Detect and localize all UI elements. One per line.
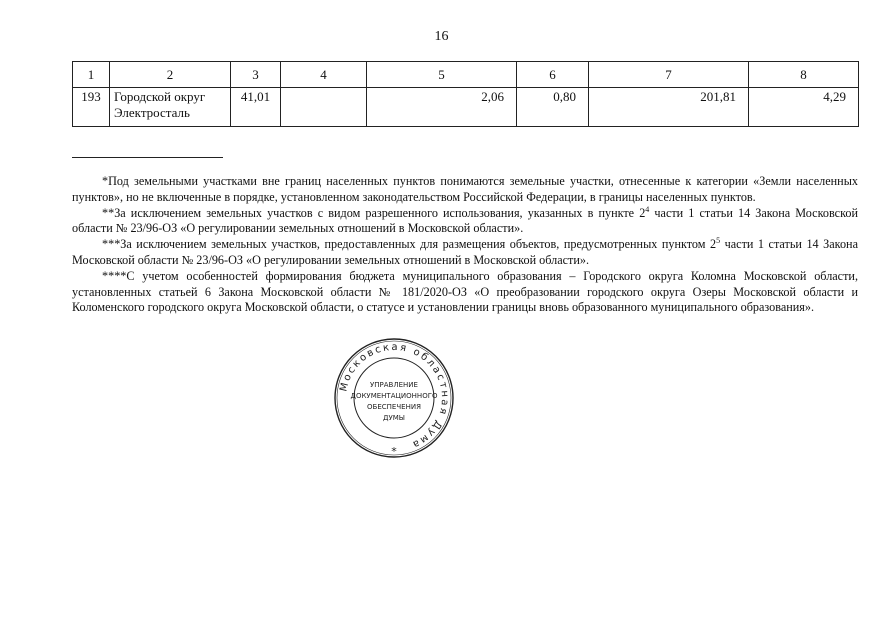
seal-line-3: ОБЕСПЕЧЕНИЯ (367, 403, 421, 411)
footnote-4: ****С учетом особенностей формирования бюджета муниципального образования – Городского округа Коломна Московской области, установленных статьей 6 Закона Московской области № 181/2020-ОЗ «О преобразовании городского округа Озеры Московской области и Коломенского городского округа Московской области, о статусе и установлении границы вновь образованного муниципального образования». (72, 268, 858, 315)
column-header: 5 (367, 62, 517, 88)
footnote-3: ***За исключением земельных участков, предоставленных для размещения объектов, предусмотренных пунктом $2^5$ части 1 статьи 14 Закона Московской области № 23/96-ОЗ «О регулировании земельных отношений в Московской области». (72, 236, 858, 267)
footnotes (72, 174, 858, 316)
cell-col8: 4,29 (749, 88, 859, 127)
column-header: 8 (749, 62, 859, 88)
municipality-line-1: Городской округ (114, 89, 206, 104)
page-number: 16 (434, 29, 449, 44)
cell-col5: 2,06 (367, 88, 517, 127)
official-seal (333, 337, 455, 459)
cell-col3: 41,01 (231, 88, 281, 127)
cell-col4 (281, 88, 367, 127)
data-table (72, 61, 859, 127)
star-icon: * (391, 445, 397, 458)
municipality-line-2: Электросталь (114, 105, 190, 120)
cell-municipality (110, 88, 231, 127)
footnote-separator (72, 157, 223, 158)
footnote-1: *Под земельными участками вне границ населенных пунктов понимаются земельные участки, отнесенные к категории «Земли населенных пунктов», но не включенные в порядке, установленном законодательством Российской Федерации, в границы населенных пунктов. (72, 174, 858, 204)
seal-line-1: УПРАВЛЕНИЕ (370, 381, 418, 389)
column-header: 7 (589, 62, 749, 88)
column-header: 2 (110, 62, 231, 88)
seal-line-2: ДОКУМЕНТАЦИОННОГО (350, 392, 438, 400)
footnote-2: **За исключением земельных участков с видом разрешенного использования, указанных в пункте $2^4$ части 1 статьи 14 Закона Московской области № 23/96-ОЗ «О регулировании земельных отношений в Московской области». (72, 204, 858, 236)
seal-ring-text: Московская областная Дума (338, 341, 451, 451)
table-row (73, 88, 859, 127)
column-header: 4 (281, 62, 367, 88)
column-header: 6 (517, 62, 589, 88)
column-header: 1 (73, 62, 110, 88)
column-header: 3 (231, 62, 281, 88)
seal-graphic (333, 337, 455, 459)
cell-col7: 201,81 (589, 88, 749, 127)
seal-line-4: ДУМЫ (383, 414, 405, 422)
cell-row-number: 193 (73, 88, 110, 127)
cell-col6: 0,80 (517, 88, 589, 127)
table-header-row (73, 62, 859, 88)
